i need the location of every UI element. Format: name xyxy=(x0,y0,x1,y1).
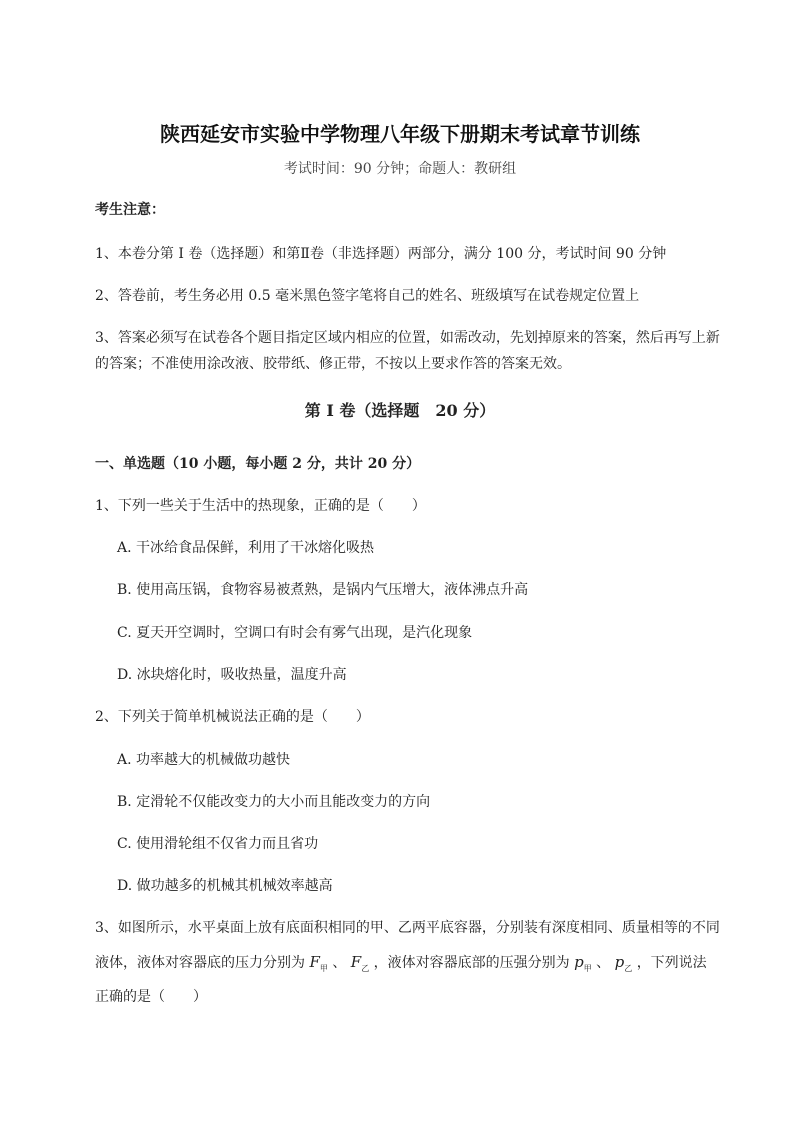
option-d[interactable]: D. 做功越多的机械其机械效率越高 xyxy=(117,878,333,894)
pressure-yi: $p_乙$ xyxy=(614,953,633,973)
notice-item: 的答案；不准使用涂改液、胶带纸、修正带，不按以上要求作答的答案无效。 xyxy=(95,356,571,372)
question-stem: 1、下列一些关于生活中的热现象，正确的是（ ） xyxy=(95,498,426,514)
notice-item: 1、本卷分第 I 卷（选择题）和第Ⅱ卷（非选择题）两部分，满分 100 分，考试时间 90 分钟 xyxy=(95,246,667,262)
pressure-jia: $p_甲$ xyxy=(574,953,592,973)
option-a[interactable]: A. 功率越大的机械做功越快 xyxy=(117,752,291,768)
question-stem: 2、下列关于简单机械说法正确的是（ ） xyxy=(95,709,370,725)
separator: 、 xyxy=(332,955,347,971)
notice-item: 2、答卷前，考生务必用 0.5 毫米黑色签字笔将自己的姓名、班级填写在试卷规定位置上 xyxy=(95,288,640,304)
question-stem xyxy=(95,952,707,979)
option-d[interactable]: D. 冰块熔化时，吸收热量，温度升高 xyxy=(117,667,347,683)
option-c[interactable]: C. 使用滑轮组不仅省力而且省功 xyxy=(117,836,319,852)
option-b[interactable]: B. 定滑轮不仅能改变力的大小而且能改变力的方向 xyxy=(117,794,431,810)
section-title: 第 I 卷（选择题 20 分） xyxy=(304,401,496,420)
force-jia: $F_甲$ xyxy=(309,953,328,973)
separator: 、 xyxy=(596,955,611,971)
notice-item: 3、答案必须写在试卷各个题目指定区域内相应的位置，如需改动，先划掉原来的答案，然后再写上新 xyxy=(95,330,720,346)
stem-text: ，下列说法 xyxy=(636,955,707,971)
page-subtitle: 考试时间：90 分钟；命题人：教研组 xyxy=(283,161,517,177)
part-heading: 一、单选题（10 小题，每小题 2 分，共计 20 分） xyxy=(95,456,421,472)
force-yi: $F_乙$ xyxy=(350,953,370,973)
stem-text: 液体，液体对容器底的压力分别为 xyxy=(95,955,305,971)
question-stem: 正确的是（ ） xyxy=(95,989,207,1005)
stem-text: ，液体对容器底部的压强分别为 xyxy=(373,955,570,971)
page-title: 陕西延安市实验中学物理八年级下册期末考试章节训练 xyxy=(160,122,640,146)
question-stem: 3、如图所示，水平桌面上放有底面积相同的甲、乙两平底容器，分别装有深度相同、质量相等的不同 xyxy=(95,920,720,936)
option-a[interactable]: A. 干冰给食品保鲜，利用了干冰熔化吸热 xyxy=(117,540,375,556)
notice-heading: 考生注意： xyxy=(95,202,165,218)
option-b[interactable]: B. 使用高压锅，食物容易被煮熟，是锅内气压增大，液体沸点升高 xyxy=(117,582,529,598)
option-c[interactable]: C. 夏天开空调时，空调口有时会有雾气出现，是汽化现象 xyxy=(117,625,473,641)
